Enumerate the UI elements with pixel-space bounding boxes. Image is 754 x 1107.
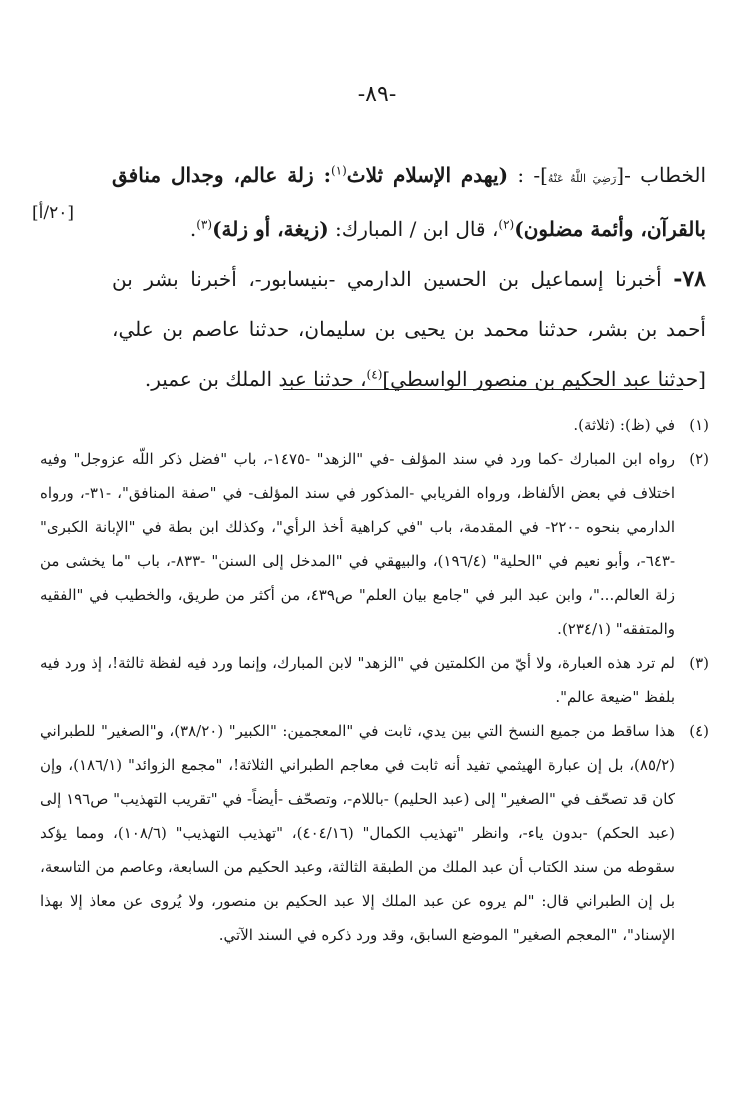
text-segment: الخطاب -[	[616, 163, 707, 187]
paragraph-athar	[112, 150, 706, 254]
footnote-separator	[283, 389, 683, 390]
variant-reading: (زيغة، أو زلة)	[212, 217, 329, 241]
footnote-ref-1[interactable]: (١)	[330, 163, 347, 178]
footnote-2	[40, 442, 709, 646]
margin-folio-reference: [٢٠/أ]	[32, 203, 74, 223]
footnote-ref-4[interactable]: (٤)	[366, 367, 383, 382]
footnote-text: هذا ساقط من جميع النسخ التي بين يدي، ثابت في "المعجمين: "الكبير" (٣٨/٢٠)، و"الصغير" للطبراني (٨٥/٢)، بل إن عبارة الهيثمي تفيد أنه ثابت في معاجم الطبراني الثلاثة!، "مجمع الزوائد" (١٨٦/١)، وإن كان قد تصحّف في "الصغير" إلى (عبد الحليم) -باللام-، وتصحّف -أيضاً- في "تقريب التهذيب" ص١٩٦ إلى (عبد الحكم) -بدون ياء-، وانظر "تهذيب الكمال" (٤٠٤/١٦)، "تهذيب التهذيب" (١٠٨/٦)، ومما يؤكد سقوطه من سند الكتاب أن عبد الملك من الطبقة الثالثة، وعبد الحكيم من السابعة، وعاصم من التاسعة، بل إن الطبراني قال: "لم يروه عن عبد الملك إلا عبد الحكيم بن منصور، ولا يُروى عن معاذ إلا بهذا الإسناد"، "المعجم الصغير" الموضع السابق، وقد ورد ذكره في السند الآتي.	[40, 722, 675, 944]
footnote-text: رواه ابن المبارك -كما ورد في سند المؤلف -في "الزهد" -١٤٧٥-، باب "فضل ذكر اللّه عزوجل" وفيه اختلاف في بعض الألفاظ، ورواه الفريابي -المذكور في سند المؤلف- في "صفة المنافق"، -٣١-، ورواه الدارمي بنحوه -٢٢٠- في المقدمة، باب "في كراهية أخذ الرأي"، وكذلك ابن بطة في "الإبانة الكبرى" -٦٤٣-، وأبو نعيم في "الحلية" (١٩٦/٤)، والبيهقي في "المدخل إلى السنن" -٨٣٣-، باب "ما يخشى من زلة العالم..."، وابن عبد البر في "جامع بيان العلم" ص٤٣٩، من أكثر من طريق، والخطيب في "الفقيه والمتفقه" (٢٣٤/١).	[40, 450, 676, 638]
page-number: -٨٩-	[357, 82, 397, 107]
footnote-text: في (ظ): (ثلاثة).	[573, 416, 675, 434]
honorific-glyph: رَضِيَ اللَّهُ عَنْهُ	[547, 172, 617, 185]
footnote-ref-2[interactable]: (٢)	[498, 217, 515, 232]
athar-quote: (يهدم الإسلام ثلاث	[346, 163, 509, 187]
main-text	[112, 150, 706, 404]
isnad-text-end: ، حدثنا عبد الملك بن عمير.	[144, 367, 367, 391]
footnote-ref-3[interactable]: (٣)	[196, 217, 213, 232]
athar-quote-cont: : زلة عالم، وجدال منافق بالقرآن، وأئمة مضلون)	[112, 163, 706, 241]
hadith-number: ٧٨-	[673, 266, 706, 292]
footnote-3	[40, 646, 709, 714]
text-segment: ، قال ابن / المبارك:	[328, 217, 499, 241]
isnad-text: أخبرنا إسماعيل بن الحسين الدارمي -بنيسابور-، أخبرنا بشر بن أحمد بن بشر، حدثنا محمد بن يحيى بن سليمان، حدثنا عاصم بن علي، [حدثنا عبد الحكيم بن منصور الواسطي]	[112, 267, 706, 391]
text-segment: ]- :	[508, 163, 548, 187]
paragraph-hadith-78	[112, 254, 706, 404]
footnote-number: (٢)	[689, 450, 709, 468]
footnote-4	[40, 714, 709, 952]
footnotes	[40, 408, 709, 952]
footnote-text: لم ترد هذه العبارة، ولا أيّ من الكلمتين في "الزهد" لابن المبارك، وإنما ورد فيه لفظة ثالثة!، إذ ورد فيه بلفظ "ضيعة عالم".	[40, 654, 675, 706]
footnote-1	[40, 408, 709, 442]
footnote-number: (٣)	[689, 654, 709, 672]
footnote-number: (١)	[689, 416, 709, 434]
footnote-number: (٤)	[689, 722, 709, 740]
text-segment: .	[189, 217, 197, 241]
